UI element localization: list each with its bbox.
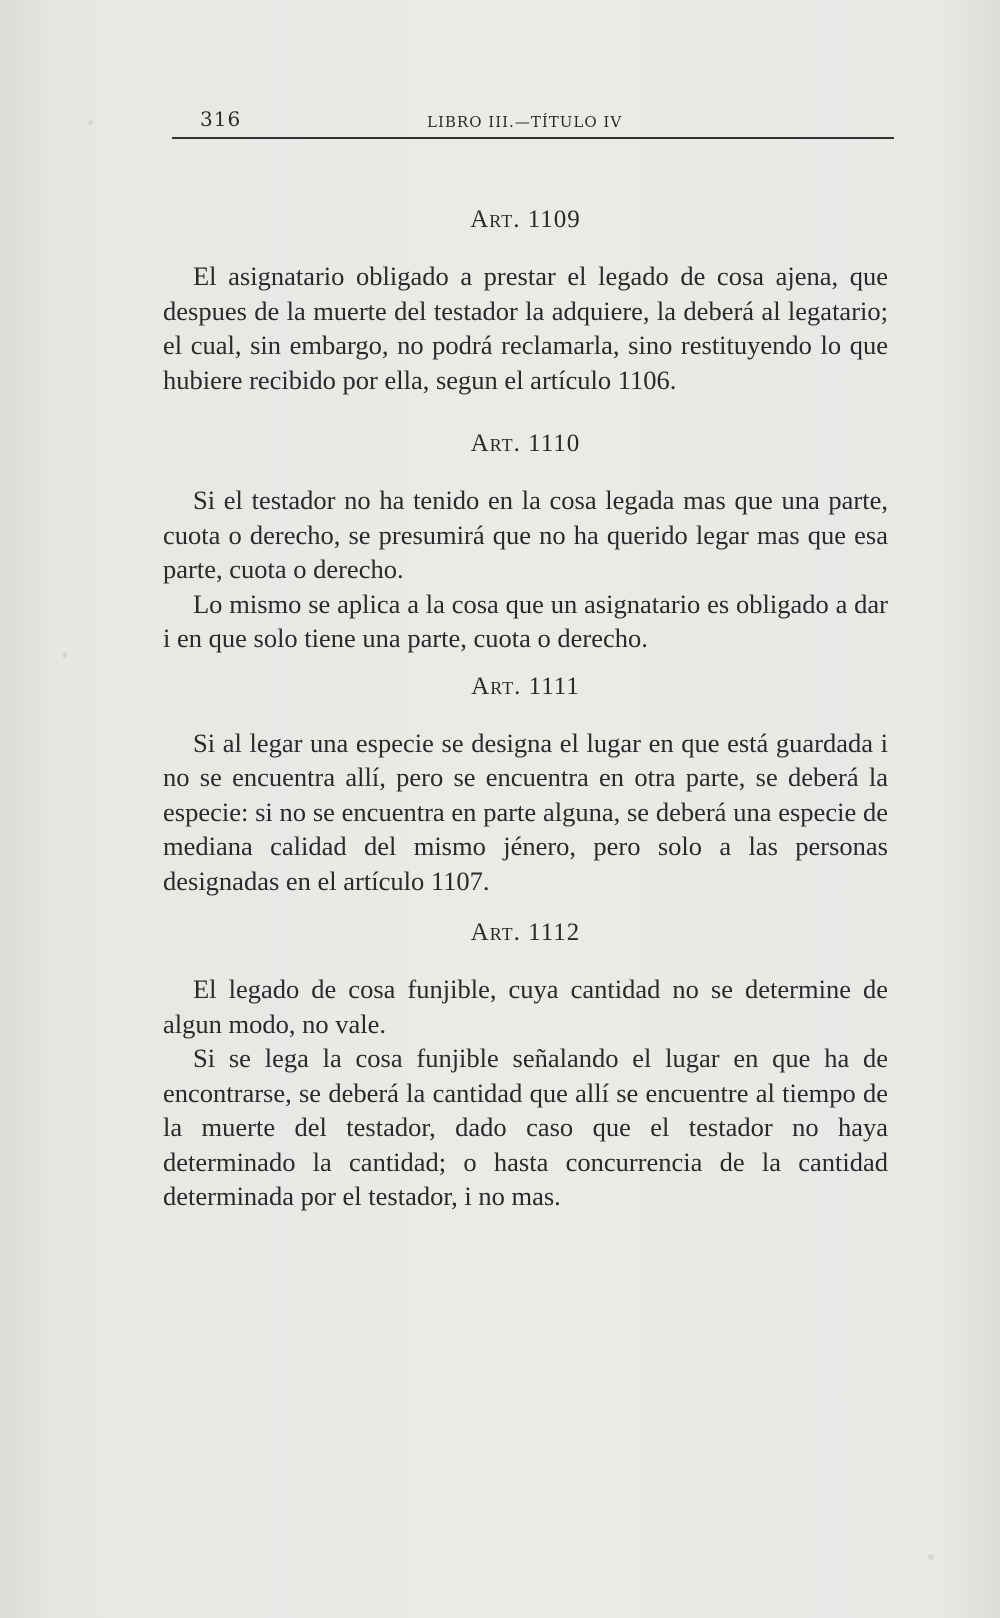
article-paragraph: Si el testador no ha tenido en la cosa legada mas que una parte, cuota o derecho, se presumirá que no ha querido legar mas que esa parte, cuota o derecho. (163, 485, 888, 584)
article-paragraph: Si al legar una especie se designa el lugar en que está guardada i no se encuentra allí, pero se encuentra en otra parte, se deberá la especie: si no se encuentra en parte alguna, se deberá una especie de mediana calidad del mismo jénero, pero solo a las personas designadas en el artículo 1107. (163, 727, 888, 896)
article-1112 (163, 916, 888, 1214)
article-heading (163, 427, 888, 461)
article-number: 1110 (528, 430, 581, 457)
article-number: 1111 (528, 672, 580, 700)
running-head: LIBRO III.—TÍTULO IV (427, 113, 623, 131)
body-text (163, 203, 888, 1244)
article-heading (163, 670, 888, 704)
article-1109 (163, 203, 888, 397)
article-paragraph: El legado de cosa funjible, cuya cantidad no se determine de algun modo, no vale. (163, 974, 888, 1039)
page-header (172, 103, 894, 143)
article-heading (163, 916, 888, 950)
article-label: Art. (470, 430, 521, 457)
article-paragraph: El asignatario obligado a prestar el legado de cosa ajena, que despues de la muerte del testador la adquiere, la deberá al legatario; el cual, sin embargo, no podrá reclamarla, sino restituyendo lo que hubiere recibido por ella, segun el artículo 1106. (163, 261, 888, 395)
article-paragraph: Si se lega la cosa funjible señalando el lugar en que ha de encontrarse, se deberá la cantidad que allí se encuentre al tiempo de la muerte del testador, dado caso que el testador no haya determinado la cantidad; o hasta concurrencia de la cantidad determinada por el testador, i no mas. (163, 1043, 888, 1211)
article-paragraph: Lo mismo se aplica a la cosa que un asignatario es obligado a dar i en que solo tiene una parte, cuota o derecho. (163, 588, 888, 653)
article-1110 (163, 427, 888, 656)
article-label: Art. (470, 919, 521, 946)
ink-speck (88, 120, 93, 125)
article-1111 (163, 670, 888, 899)
article-label: Art. (471, 672, 522, 700)
article-number: 1109 (527, 206, 581, 233)
ink-speck (62, 652, 67, 658)
article-heading (163, 203, 888, 237)
page-number: 316 (200, 107, 242, 131)
ink-speck (928, 1554, 934, 1560)
header-rule (172, 137, 894, 139)
article-number: 1112 (528, 919, 581, 946)
article-label: Art. (470, 206, 521, 233)
